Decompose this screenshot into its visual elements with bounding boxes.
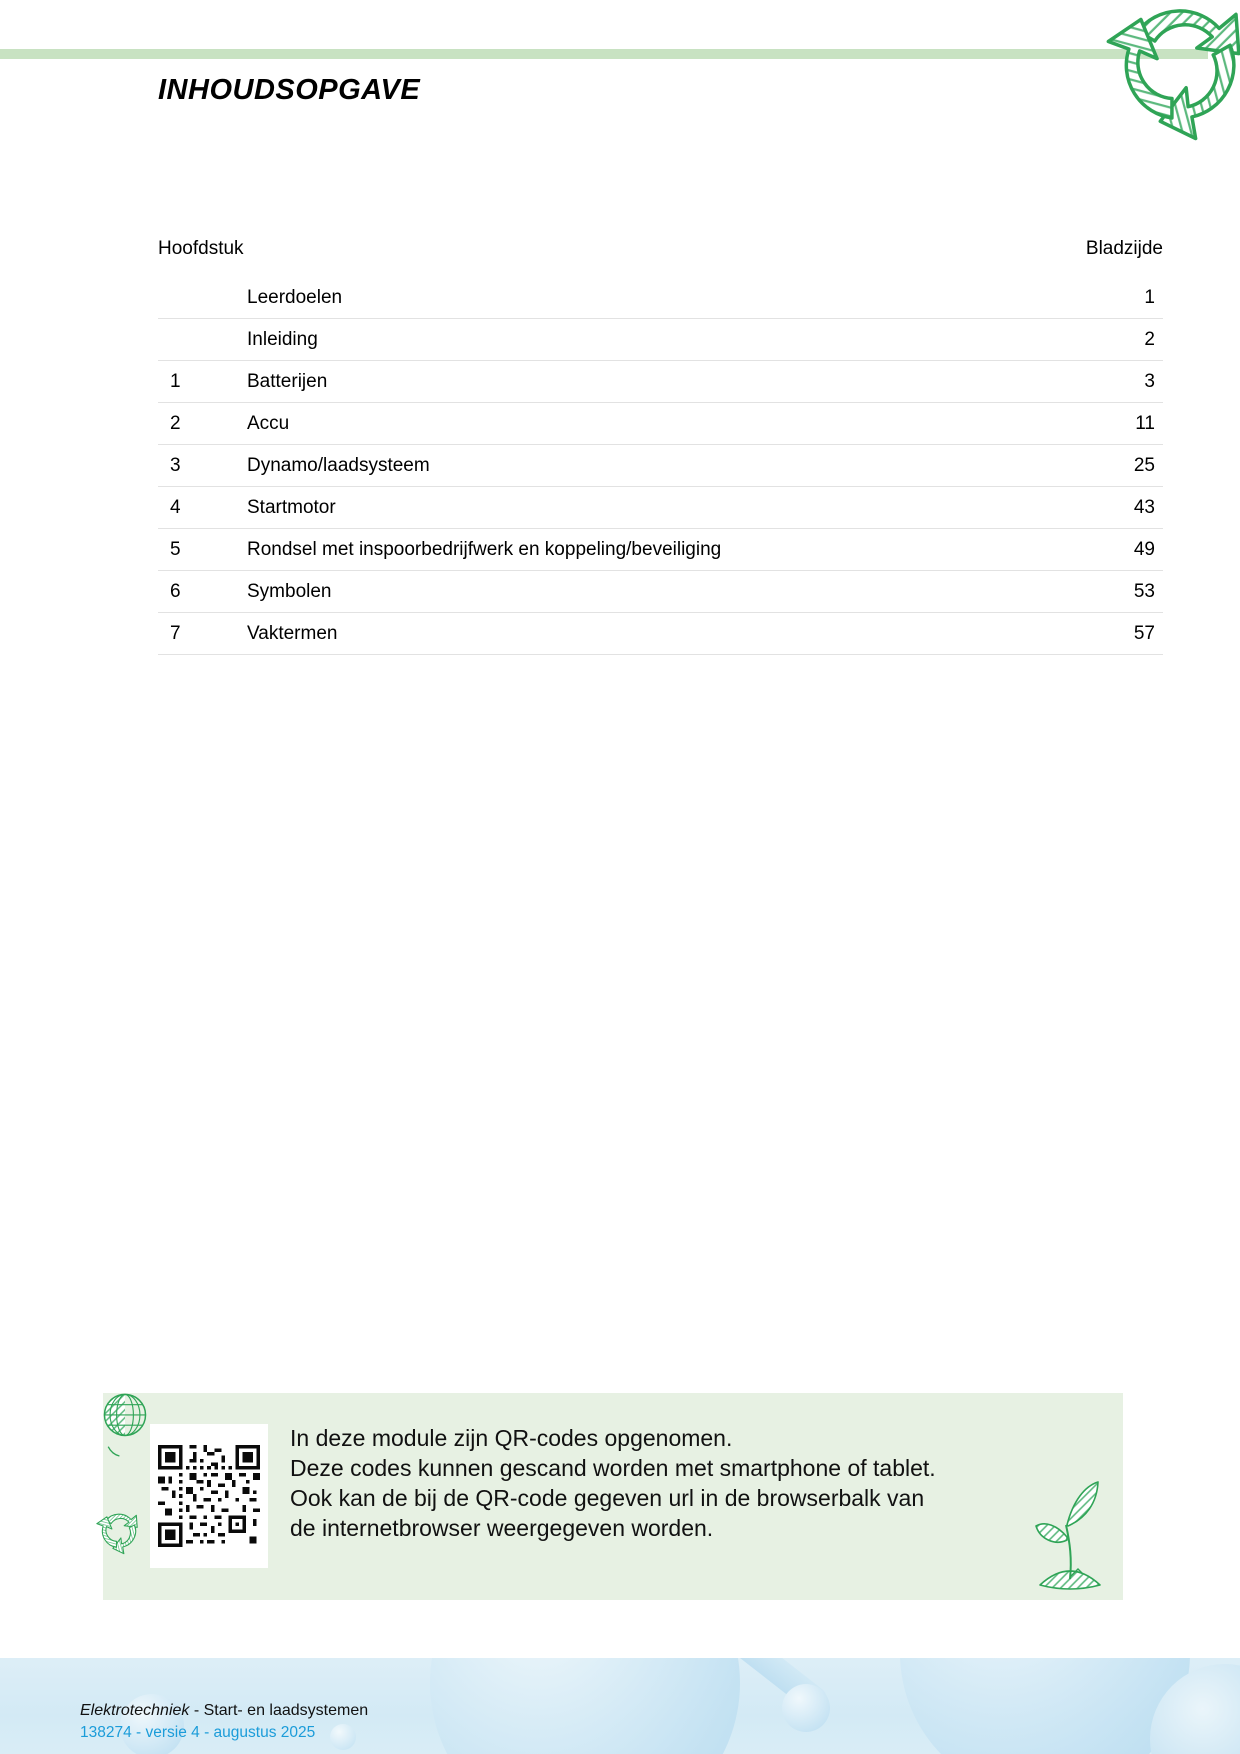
footer-version-info: 138274 - versie 4 - augustus 2025: [80, 1724, 316, 1741]
bubble-decoration: [430, 1658, 740, 1754]
chapter-page: 11: [1135, 412, 1155, 434]
recycle-icon: [1090, 0, 1240, 146]
bubble-decoration: [900, 1658, 1190, 1754]
chapter-page: 57: [1133, 622, 1155, 644]
globe-icon: [97, 1388, 153, 1468]
footer: [80, 1700, 368, 1744]
chapter-number: 7: [170, 622, 181, 644]
chapter-number: 2: [170, 412, 181, 434]
qr-panel: [150, 1424, 268, 1568]
chapter-number: 3: [170, 454, 181, 476]
page-title: INHOUDSOPGAVE: [158, 74, 421, 106]
qr-info-line: de internetbrowser weergegeven worden.: [290, 1515, 714, 1541]
chapter-page: 2: [1144, 328, 1155, 350]
toc-row: [158, 361, 1163, 403]
qr-info-line: In deze module zijn QR-codes opgenomen.: [290, 1425, 733, 1451]
qr-code-image: [158, 1445, 260, 1547]
seedling-icon: [1029, 1473, 1111, 1591]
toc-header-chapter: Hoofdstuk: [158, 238, 244, 259]
chapter-title: Dynamo/laadsysteem: [247, 454, 430, 476]
chapter-title: Rondsel met inspoorbedrijfwerk en koppeling/beveiliging: [247, 538, 722, 560]
chapter-title: Batterijen: [247, 370, 328, 392]
footer-series-title: [80, 1700, 368, 1722]
chapter-page: 3: [1144, 370, 1155, 392]
table-of-contents: [158, 238, 1163, 655]
chapter-title: Accu: [247, 412, 290, 434]
toc-row: [158, 445, 1163, 487]
toc-row: [158, 529, 1163, 571]
toc-row: [158, 487, 1163, 529]
qr-info-box: [103, 1393, 1123, 1600]
toc-row: [158, 319, 1163, 361]
chapter-title: Startmotor: [247, 496, 336, 518]
toc-row: [158, 613, 1163, 655]
chapter-page: 1: [1144, 286, 1155, 308]
toc-row: [158, 277, 1163, 319]
chapter-title: Symbolen: [247, 580, 332, 602]
chapter-title: Leerdoelen: [247, 286, 343, 308]
top-accent-bar: [0, 49, 1208, 59]
chapter-number: 4: [170, 496, 181, 518]
footer-series-subtitle: - Start- en laadsystemen: [189, 1702, 369, 1719]
chapter-title: Vaktermen: [247, 622, 338, 644]
chapter-page: 49: [1133, 538, 1155, 560]
qr-info-text: [290, 1423, 936, 1543]
toc-header: [158, 238, 1163, 277]
chapter-page: 25: [1133, 454, 1155, 476]
qr-info-line: Deze codes kunnen gescand worden met smartphone of tablet.: [290, 1455, 936, 1481]
chapter-number: 6: [170, 580, 181, 602]
qr-info-line: Ook kan de bij de QR-code gegeven url in de browserbalk van: [290, 1485, 925, 1511]
bubble-decoration: [782, 1684, 830, 1732]
toc-header-page: Bladzijde: [1085, 238, 1163, 259]
chapter-number: 5: [170, 538, 181, 560]
toc-row: [158, 571, 1163, 613]
chapter-page: 53: [1133, 580, 1155, 602]
footer-series-name: Elektrotechniek: [80, 1702, 190, 1719]
recycle-icon-small: [93, 1503, 145, 1557]
chapter-title: Inleiding: [247, 328, 318, 350]
toc-row: [158, 403, 1163, 445]
chapter-number: 1: [170, 370, 181, 392]
chapter-page: 43: [1133, 496, 1155, 518]
